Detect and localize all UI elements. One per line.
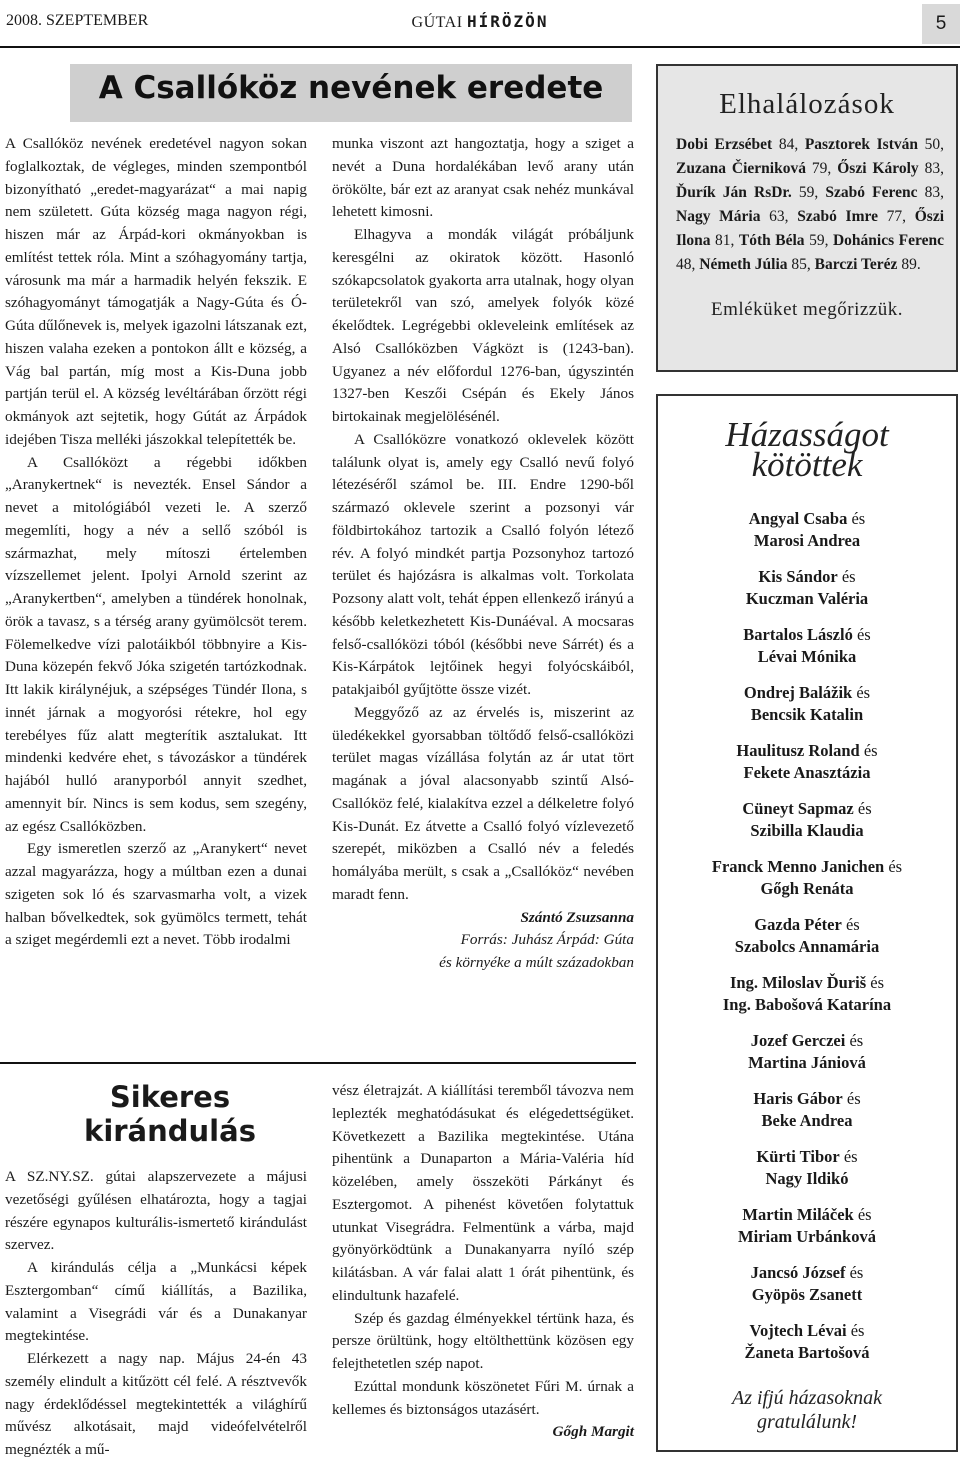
paper-name [0, 12, 960, 32]
bride-name: Martina Jániová [748, 1053, 866, 1072]
groom-name: Martin Miláček [742, 1205, 854, 1224]
article-divider [0, 1062, 636, 1064]
death-entry-age: 81, [710, 232, 739, 249]
couple-conjunction: és [852, 625, 871, 644]
bride-name: Kuczman Valéria [745, 589, 869, 608]
wedding-couple [658, 682, 956, 740]
paragraph: Szép és gazdag élményekkel tértünk haza, és persze örültünk, hogy eltölthettünk közösen egy felejthetetlen szép napot. [332, 1309, 634, 1372]
couple-conjunction: és [839, 1147, 858, 1166]
bride-name: Gyöpös Zsanett [751, 1285, 863, 1304]
wedding-couple [658, 1320, 956, 1378]
bride-name: Beke Andrea [761, 1111, 853, 1130]
death-entry-age: 83, [918, 160, 945, 177]
bride-name: Nagy Ildikó [765, 1169, 849, 1188]
weddings-title-line-2: kötöttek [751, 445, 863, 484]
bride-name: Szabolcs Annamária [734, 937, 880, 956]
weddings-box [656, 394, 958, 1452]
paragraph: A Csallóköz nevének eredetével nagyon sokan foglalkoztak, de végleges, minden szempontból bizonyítható „eredet-magyarázat“ a mai napig nem született. Gúta község maga nagyon régi, hiszen már az Árpád-kori okmányokban is említést tettek róla. Mint a szóhagyomány tartja, városunk ma már a harmadik helyén fekszik. E szóhagyományt támogatják a Nagy-Gúta és Ó-Gúta dűlőnevek is, melyek igazolni látszanak ezt, hiszen valaha ezeken a pontokon állt e község, a Vág bal partán, míg most a Kis-Duna jobb partján terül el. A község levéltárában őrzött régi okmányok azt sejtetik, hogy Gútát az Árpádok idejében Tisza melléki jászokkal telepítették be. [5, 135, 307, 448]
death-entry-age: 59, [791, 184, 826, 201]
death-entry-name: Nagy Mária [676, 208, 761, 225]
death-entry-age: 48, [676, 256, 700, 273]
paragraph: Egy ismeretlen szerző az „Aranykert“ nevet azzal magyarázza, hogy a múltban ezen a dunai szigeten sok ló és szarvasmarha volt, a vizek halban bővelkedtek, sok gyümölcs termett, tehát a sziget megérdemli ezt a nevet. Több irodalmi [5, 840, 307, 949]
bride-name: Lévai Mónika [757, 647, 857, 666]
wedding-couple [658, 972, 956, 1030]
couple-conjunction: és [837, 567, 856, 586]
death-entry-name: Őszi Károly [837, 160, 919, 177]
wedding-couple [658, 1204, 956, 1262]
weddings-footer-line-2: gratulálunk! [757, 1411, 857, 1433]
bride-name: Gőgh Renáta [760, 879, 854, 898]
couple-conjunction: és [853, 799, 872, 818]
paragraph: A Csallóközt a régebbi időkben „Aranykertnek“ is nevezték. Ensel Sándor a nevet a mitológiából vezeti le. A szerző megemlíti, hogy a név a sellő szóból is származhat, mely mítoszi értelemben vízszellemet jelent. Ipolyi Arnold szerint az „Aranykertben“, amelyben a tündérek honolnak, örök a tavasz, s a térség arany gyümölcsöt terem. Fölemelkedve vízi palotáikból többnyire a Kis-Duna közepén fekvő Jóka szigetén tartózkodnak. Itt lakik királynéjuk, a szépséges Tündér Ilona, s innét járnak a mogyorósi rétekre, hol egy terebélyes fűz alatt megterítik asztalukat. Itt mindenki kedvére ehet, s távozáskor a tündérek hajából hulló aranyporból annyit szedhet, amennyit bír. Nincs is sem kodus, sem szegény, az egész Csallóközben. [5, 453, 307, 835]
weddings-footer [658, 1386, 956, 1434]
wedding-couple [658, 1030, 956, 1088]
deaths-list [676, 133, 944, 277]
paragraph: munka viszont azt hangoztatja, hogy a sziget a nevét a Duna hordalékában levő arany után örökölte, bár ezt az aranyat csak nehéz munkával lehetett kimosni. [332, 135, 634, 221]
wedding-couple [658, 624, 956, 682]
death-entry-name: Tóth Béla [738, 232, 805, 249]
article1-column-2 [332, 133, 634, 975]
article2-title-line-1: Sikeres [109, 1080, 231, 1114]
death-entry-age: 83, [917, 184, 945, 201]
death-entry-age: 84, [772, 136, 805, 153]
couple-conjunction: és [884, 857, 903, 876]
bride-name: Miriam Urbánková [738, 1227, 876, 1246]
death-entry-name: Szabó Imre [797, 208, 878, 225]
wedding-couple [658, 914, 956, 972]
bride-name: Szibilla Klaudia [750, 821, 864, 840]
paragraph: Elérkezett a nagy nap. Május 24-én 43 személy elindult a kitűzött cél felé. A résztvevők nagy érdeklődéssel megtekintették a világhírű művész alkotásait, majd videófelvételről megnézték a mű- [5, 1350, 307, 1458]
death-entry-name: Szabó Ferenc [825, 184, 918, 201]
paragraph: vész életrajzát. A kiállítási teremből távozva nem leplezték meghatódásukat és elégedettségüket. Következett a Bazilika megtekintése. Utána pihentünk a Dunaparton a Mária-Valéria híd közelében, amely összeköti Párkányt és Esztergomot. A pihenést követően folytattuk utunkat Visegrádra. Felmentünk a várba, majd gyönyörködtünk a Dunakanyarra nyíló szép kilátásban. A vár falai alatt 1 órát pihentünk, és elindultunk hazafelé. [332, 1082, 634, 1304]
couple-conjunction: és [841, 915, 860, 934]
article1-source-line-1: Forrás: Juhász Árpád: Gúta [460, 931, 634, 949]
page-number: 5 [922, 4, 960, 44]
death-entry-age: 77, [877, 208, 915, 225]
weddings-list [658, 508, 956, 1378]
paper-prefix: GÚTAI [411, 14, 463, 31]
article2-title-line-2: kirándulás [84, 1114, 256, 1148]
header-divider [0, 46, 960, 48]
paragraph: Elhagyva a mondák világát próbáljunk keresgélni az okiratok között. Hasonló szókapcsolatok gyakorta arra utalnak, hogy olyan területekről van szó, amelyek folyók közé ékelődtek. Legrégebbi okleveleink említések az Alsó Csallóközben Vágközt is (1243-ban). Ugyanez a név előfordul 1276-ban, úgyszintén 1327-ben Keszői Csépán és Ekely János birtokainak megjelölésénél. [332, 226, 634, 425]
page-header [0, 0, 960, 46]
weddings-title-line-1: Házasságot [725, 415, 889, 454]
death-entry-name: Dohánics Ferenc [832, 232, 944, 249]
couple-conjunction: és [853, 1205, 872, 1224]
wedding-couple [658, 856, 956, 914]
death-entry-age: 85, [787, 256, 815, 273]
groom-name: Jancsó József [750, 1263, 846, 1282]
couple-conjunction: és [845, 1263, 864, 1282]
couple-conjunction: és [859, 741, 878, 760]
groom-name: Gazda Péter [754, 915, 842, 934]
deaths-footer: Emléküket megőrizzük. [711, 299, 903, 320]
death-entry-name: Németh Júlia [699, 256, 788, 273]
wedding-couple [658, 740, 956, 798]
article-title: A Csallóköz nevének eredete [98, 70, 604, 106]
couple-conjunction: és [847, 509, 866, 528]
wedding-couple [658, 566, 956, 624]
article1-source-line-2: és környéke a múlt századokban [439, 954, 634, 971]
couple-conjunction: és [842, 1089, 861, 1108]
death-entry-name: Ďurík Ján RsDr. [676, 184, 792, 201]
death-entry-name: Dobi Erzsébet [676, 136, 773, 153]
article1-author: Szántó Zsuzsanna [520, 908, 634, 926]
groom-name: Ondrej Balážik [743, 683, 853, 702]
death-entry-age: 50, [917, 136, 944, 153]
paragraph: Meggyőző az az érvelés is, miszerint az üledékekkel gyorsabban töltődő felső-csallóközi terület magas vízállása folytán az ár utat tört magának a jóval alacsonyabb szintű Alsó-Csallóköz felé, kialakítva ezzel a délkeletre folyó Kis-Dunát. Ez átvette a Csalló folyó vízlevezető szerepét, miközben a Csalló név a feledés homályába merült, s csak a „Csallóköz“ nevében maradt fenn. [332, 703, 634, 903]
article2-column-1 [5, 1166, 307, 1462]
death-entry-name: Zuzana Čierniková [676, 160, 806, 177]
groom-name: Franck Menno Janichen [711, 857, 885, 876]
wedding-couple [658, 1088, 956, 1146]
wedding-couple [658, 1146, 956, 1204]
groom-name: Angyal Csaba [748, 509, 848, 528]
paper-title: HÍRÖZÖN [467, 12, 549, 31]
paragraph: A kirándulás célja a „Munkácsi képek Esztergomban“ című kiállítás, a Bazilika, valamint a Visegrádi vár és a Dunakanyar megtekintése. [5, 1259, 307, 1345]
couple-conjunction: és [852, 683, 871, 702]
paragraph: A Csallóközre vonatkozó oklevelek között találunk olyat is, amely egy Csalló nevű folyó létezéséről számol be. III. Endre 1290-ből származó oklevele szerint a pozsonyi vár földbirtokához tartozik a Csalló folyón létező rév. A folyó mindkét partja Pozsonyhoz tartozó terület és hajózásra is alkalmas volt. Torkolata Pozsony alatt volt, tehát éppen ellenkező irányú a később keletkezhetett Kis-Dunáéval. A mocsaras felső-csallóközi tóból (későbbi neve Sárrét) és a Kis-Kárpátok lejtőinek hegyi folyócskáiból, patakjaiból gyűjtötte össze vizét. [332, 430, 634, 698]
death-entry-age: 59, [804, 232, 833, 249]
groom-name: Cüneyt Sapmaz [742, 799, 854, 818]
death-entry-age: 63, [760, 208, 798, 225]
article2-title [60, 1080, 280, 1148]
paragraph: Ezúttal mondunk köszönetet Fűri M. úrnak a kellemes és biztonságos utazásért. [332, 1377, 634, 1418]
weddings-footer-line-1: Az ifjú házasoknak [732, 1387, 882, 1409]
groom-name: Bartalos László [743, 625, 853, 644]
deaths-title: Elhalálozások [719, 88, 895, 120]
death-entry-name: Pasztorek István [804, 136, 918, 153]
article2-author: Gőgh Margit [552, 1423, 634, 1441]
groom-name: Jozef Gerczei [750, 1031, 846, 1050]
bride-name: Marosi Andrea [753, 531, 861, 550]
bride-name: Žaneta Bartošová [744, 1343, 870, 1362]
groom-name: Ing. Miloslav Ďuriš [729, 973, 867, 992]
article1-column-1 [5, 133, 307, 952]
groom-name: Kürti Tibor [756, 1147, 840, 1166]
death-entry-age: 89. [897, 256, 921, 273]
death-entry-age: 79, [805, 160, 838, 177]
deaths-box [656, 64, 958, 372]
bride-name: Fekete Anasztázia [743, 763, 871, 782]
issue-date: 2008. SZEPTEMBER [6, 12, 149, 29]
couple-conjunction: és [846, 1321, 865, 1340]
wedding-couple [658, 1262, 956, 1320]
bride-name: Ing. Babošová Katarína [722, 995, 892, 1014]
couple-conjunction: és [866, 973, 885, 992]
article2-column-2 [332, 1080, 634, 1444]
wedding-couple [658, 508, 956, 566]
groom-name: Haris Gábor [753, 1089, 843, 1108]
couple-conjunction: és [845, 1031, 864, 1050]
weddings-title [658, 415, 956, 484]
paragraph: A SZ.NY.SZ. gútai alapszervezete a májusi vezetőségi gyűlésen elhatározta, hogy a tagjai részére egynapos kulturális-ismertető kirándulást szervez. [5, 1168, 307, 1254]
death-entry-name: Barczi Teréz [814, 256, 898, 273]
wedding-couple [658, 798, 956, 856]
groom-name: Vojtech Lévai [749, 1321, 847, 1340]
groom-name: Haulitusz Roland [736, 741, 860, 760]
death-entry-name: Őszi Ilona [676, 208, 945, 249]
groom-name: Kis Sándor [758, 567, 838, 586]
bride-name: Bencsik Katalin [750, 705, 864, 724]
